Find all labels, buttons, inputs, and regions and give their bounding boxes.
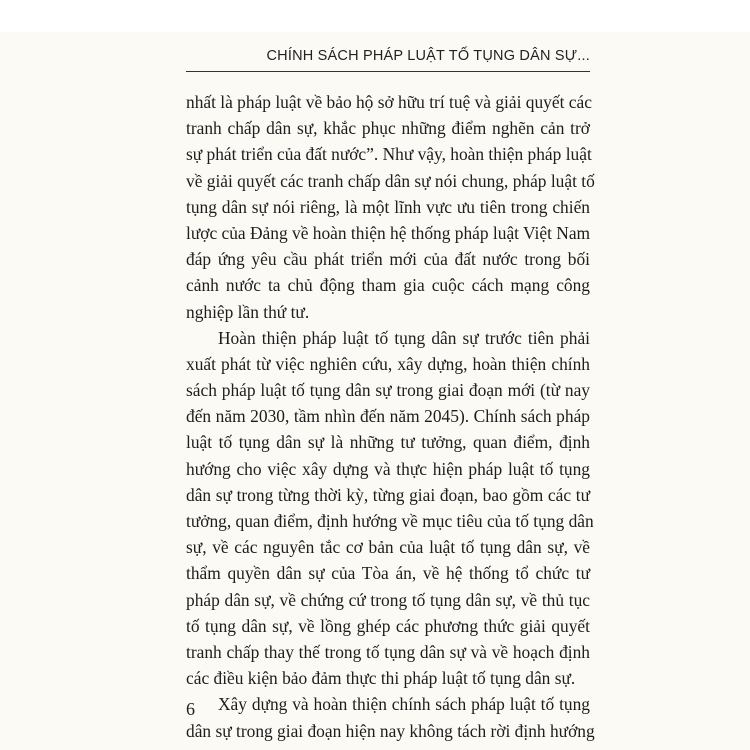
text-line: nghiệp lần thứ tư.: [186, 301, 310, 322]
text-line: tưởng, quan điểm, định hướng về mục tiêu của tố tụng dân: [186, 511, 594, 531]
page-number: 6: [186, 699, 195, 719]
text-line: tụng dân sự nói riêng, là một lĩnh vực ưu tiên trong chiến: [186, 196, 590, 217]
text-line: Hoàn thiện pháp luật tố tụng dân sự trước tiên phải: [218, 327, 590, 348]
text-line: về giải quyết các tranh chấp dân sự nói chung, pháp luật tố: [186, 170, 595, 191]
text-line: sự phát triển của đất nước”. Như vậy, hoàn thiện pháp luật: [186, 144, 592, 165]
text-line: đáp ứng yêu cầu phát triển mới của đất nước trong bối: [186, 249, 590, 270]
text-line: dân sự trong từng thời kỳ, từng giai đoạn, bao gồm các tư: [186, 484, 590, 505]
body-text: [186, 89, 595, 744]
text-line: dân sự trong giai đoạn hiện nay không tách rời định hướng: [186, 720, 595, 741]
text-line: thẩm quyền dân sự của Tòa án, về hệ thống tổ chức tư: [186, 563, 590, 584]
text-line: hướng cho việc xây dựng và thực hiện pháp luật tố tụng: [186, 458, 590, 479]
text-line: lược của Đảng về hoàn thiện hệ thống pháp luật Việt Nam: [186, 222, 591, 243]
text-line: tranh chấp thay thế trong tố tụng dân sự và về hoạch định: [186, 641, 590, 662]
text-line: cảnh nước ta chủ động tham gia cuộc cách mạng công: [186, 275, 590, 296]
page-top-margin: [0, 0, 750, 32]
text-line: các điều kiện bảo đảm thực thi pháp luật tố tụng dân sự.: [186, 668, 576, 689]
text-line: luật tố tụng dân sự là những tư tưởng, quan điểm, định: [186, 432, 590, 453]
text-line: sự, về các nguyên tắc cơ bản của luật tố tụng dân sự, về: [186, 537, 590, 558]
text-line: tranh chấp dân sự, khắc phục những điểm nghẽn cản trở: [186, 118, 590, 139]
text-line: Xây dựng và hoàn thiện chính sách pháp luật tố tụng: [218, 694, 590, 715]
text-line: tố tụng dân sự, về lồng ghép các phương thức giải quyết: [186, 615, 590, 636]
text-line: pháp dân sự, về chứng cứ trong tố tụng dân sự, về thủ tục: [186, 589, 590, 610]
running-header: CHÍNH SÁCH PHÁP LUẬT TỐ TỤNG DÂN SỰ...: [266, 48, 590, 64]
text-line: nhất là pháp luật về bảo hộ sở hữu trí tuệ và giải quyết các: [186, 92, 592, 112]
text-line: đến năm 2030, tầm nhìn đến năm 2045). Chính sách pháp: [186, 406, 590, 427]
text-line: sách pháp luật tố tụng dân sự trong giai đoạn mới (từ nay: [186, 380, 590, 401]
text-line: xuất phát từ việc nghiên cứu, xây dựng, hoàn thiện chính: [186, 353, 590, 374]
header-rule: [186, 71, 590, 72]
